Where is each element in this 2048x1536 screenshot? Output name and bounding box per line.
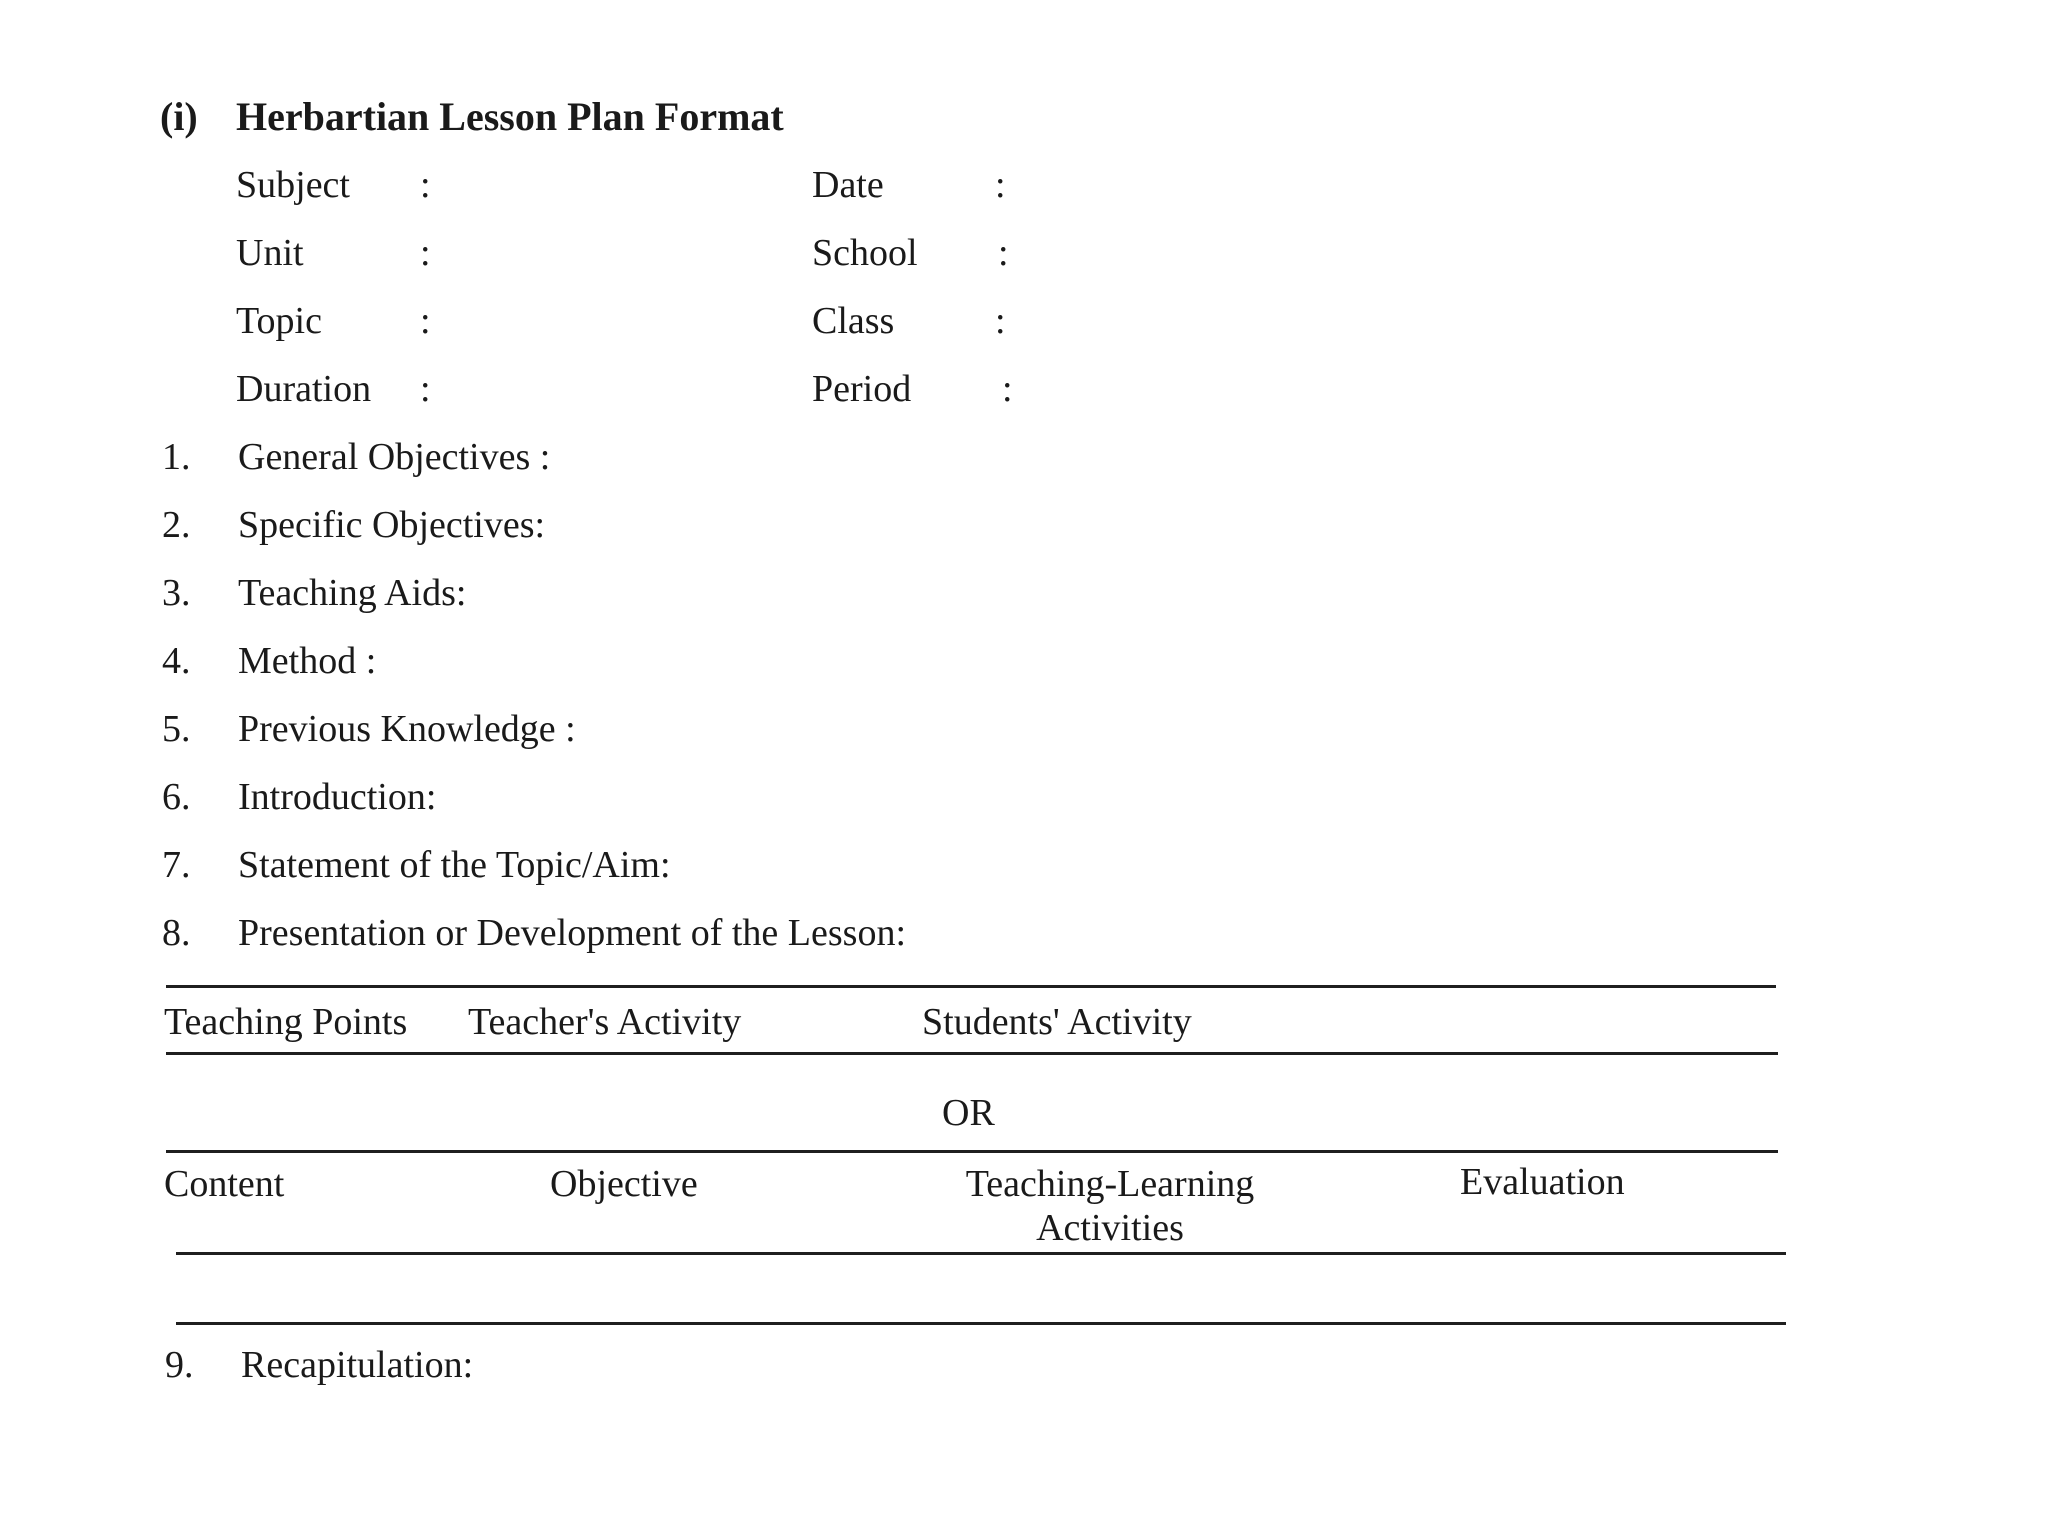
list-item-general-objectives bbox=[162, 435, 550, 479]
field-class-colon: : bbox=[995, 300, 1006, 342]
field-unit-label: Unit bbox=[236, 232, 304, 274]
table-a-top-rule bbox=[166, 985, 1776, 988]
field-school-label: School bbox=[812, 232, 918, 274]
list-item-specific-objectives bbox=[162, 503, 545, 547]
field-subject-colon: : bbox=[420, 164, 431, 206]
table-a-header-teachers-activity: Teacher's Activity bbox=[468, 1001, 742, 1043]
table-a-header-students-activity: Students' Activity bbox=[922, 1001, 1192, 1043]
table-b-top-rule bbox=[166, 1150, 1778, 1153]
field-date-colon: : bbox=[995, 164, 1006, 206]
list-item-presentation bbox=[162, 911, 906, 955]
item-text: Presentation or Development of the Lesson: bbox=[238, 912, 907, 954]
field-period-colon: : bbox=[1002, 368, 1013, 410]
section-number: (i) bbox=[160, 94, 198, 139]
item-number: 8. bbox=[162, 912, 191, 954]
field-subject-label: Subject bbox=[236, 164, 350, 206]
item-text: Specific Objectives: bbox=[238, 504, 546, 546]
item-text: Statement of the Topic/Aim: bbox=[238, 844, 671, 886]
table-b-header-activities: Activities bbox=[1036, 1207, 1184, 1249]
list-item-teaching-aids bbox=[162, 571, 466, 615]
item-text: Teaching Aids: bbox=[238, 572, 467, 614]
table-b-header-rule bbox=[176, 1252, 1786, 1255]
item-text: Introduction: bbox=[238, 776, 437, 818]
item-number: 7. bbox=[162, 844, 191, 886]
item-number: 9. bbox=[165, 1344, 194, 1386]
item-number: 1. bbox=[162, 436, 191, 478]
table-a-header-teaching-points: Teaching Points bbox=[164, 1001, 408, 1043]
list-item-statement-of-topic bbox=[162, 843, 671, 887]
table-b-header-evaluation: Evaluation bbox=[1460, 1161, 1625, 1203]
field-class-label: Class bbox=[812, 300, 895, 342]
field-topic-label: Topic bbox=[236, 300, 322, 342]
table-b-header-content: Content bbox=[164, 1163, 285, 1205]
table-b-header-teaching-learning: Teaching-Learning bbox=[965, 1163, 1255, 1205]
field-unit-colon: : bbox=[420, 232, 431, 274]
item-number: 6. bbox=[162, 776, 191, 818]
field-duration-label: Duration bbox=[236, 368, 372, 410]
item-number: 3. bbox=[162, 572, 191, 614]
item-text: Previous Knowledge : bbox=[238, 708, 576, 750]
or-separator: OR bbox=[942, 1092, 995, 1134]
list-item-method bbox=[162, 639, 376, 683]
item-number: 4. bbox=[162, 640, 191, 682]
item-number: 5. bbox=[162, 708, 191, 750]
list-item-recapitulation bbox=[165, 1343, 473, 1387]
field-period-label: Period bbox=[812, 368, 912, 410]
list-item-introduction bbox=[162, 775, 436, 819]
item-text: Recapitulation: bbox=[241, 1344, 474, 1386]
table-a-bottom-rule bbox=[166, 1052, 1778, 1055]
list-item-previous-knowledge bbox=[162, 707, 576, 751]
section-heading bbox=[160, 93, 784, 140]
item-text: General Objectives : bbox=[238, 436, 551, 478]
field-topic-colon: : bbox=[420, 300, 431, 342]
field-school-colon: : bbox=[998, 232, 1009, 274]
item-number: 2. bbox=[162, 504, 191, 546]
field-duration-colon: : bbox=[420, 368, 431, 410]
table-b-bottom-rule bbox=[176, 1322, 1786, 1325]
item-text: Method : bbox=[238, 640, 377, 682]
section-title: Herbartian Lesson Plan Format bbox=[236, 94, 784, 139]
field-date-label: Date bbox=[812, 164, 884, 206]
table-b-header-objective: Objective bbox=[550, 1163, 698, 1205]
